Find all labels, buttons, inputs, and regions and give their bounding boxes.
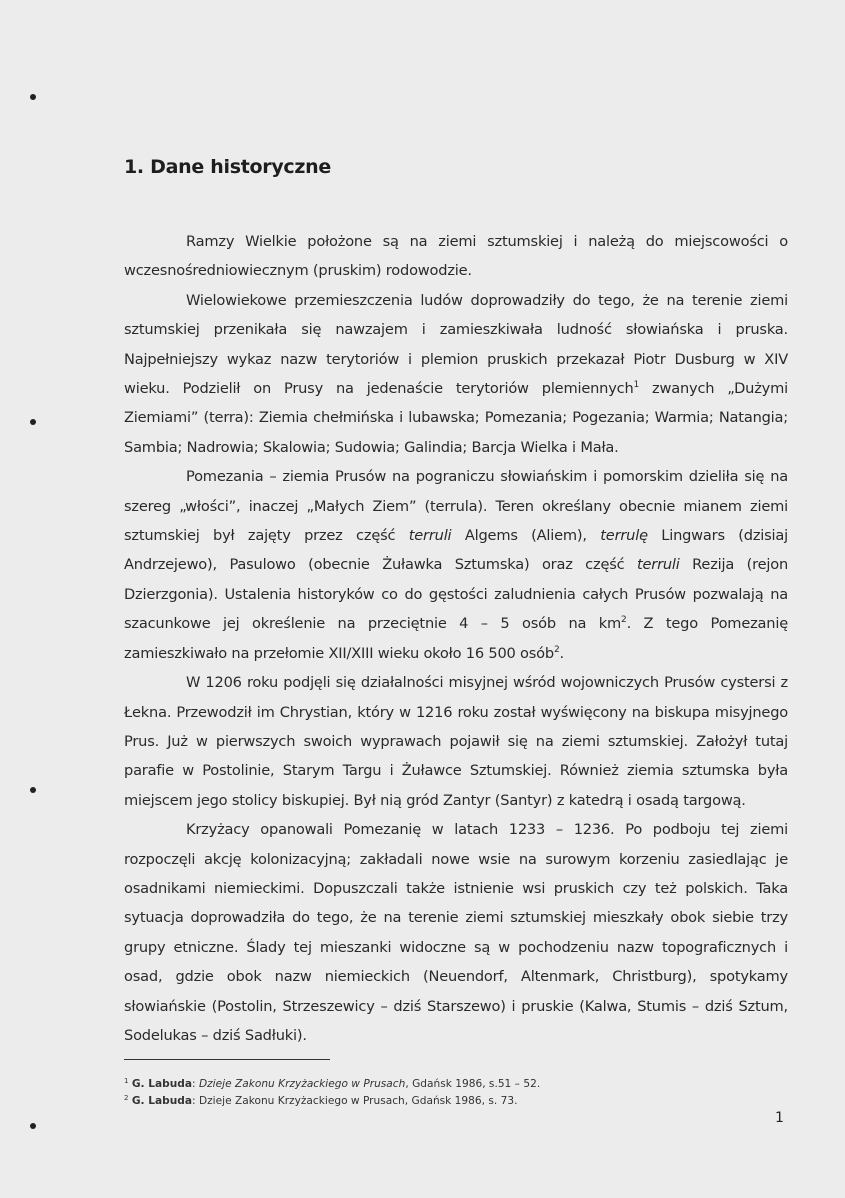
section-heading: 1. Dane historyczne [124,156,331,178]
paragraph: Krzyżacy opanowali Pomezanię w latach 1233 – 1236. Po podboju tej ziemi rozpoczęli akcję kolonizacyjną; zakładali nowe wsie na surowym korzeniu zasiedlając je osadnikami niemieckimi. Dopuszczali także istnienie wsi pruskich czy też polskich. Taka sytuacja doprowadziła do tego, że na terenie ziemi sztumskiej mieszkały obok siebie trzy grupy etniczne. Ślady tej mieszanki widoczne są w pochodzeniu nazw topograficznych i osad, gdzie obok nazw niemieckich (Neuendorf, Altenmark, Christburg), spotykamy słowiańskie (Postolin, Strzeszewicy – dziś Starszewo) i pruskie (Kalwa, Stumis – dziś Sztum, Sodelukas – dziś Sadłuki). [124,821,788,1044]
footnotes [124,1076,540,1110]
punch-hole [30,787,36,793]
punch-hole [30,94,36,100]
paragraph: Wielowiekowe przemieszczenia ludów doprowadziły do tego, że na terenie ziemi sztumskiej przenikała się nawzajem i zamieszkiwała ludność słowiańska i pruska. Najpełniejszy wykaz nazw terytoriów i plemion pruskich przekazał Piotr Dusburg w XIV wieku. Podzielił on Prusy na jedenaście terytoriów plemiennych$^1$ zwanych „Dużymi Ziemiami” (terra): Ziemia chełmińska i lubawska; Pomezania; Pogezania; Warmia; Natangia; Sambia; Nadrowia; Skalowia; Sudowia; Galindia; Barcja Wielka i Mała. [124,291,788,456]
punch-hole [30,1123,36,1129]
punch-hole [30,419,36,425]
footnote-ref[interactable]: 1 [633,380,640,391]
footnote: $^1$ G. Labuda: Dzieje Zakonu Krzyżackiego w Prusach, Gdańsk 1986, s.51 – 52. [124,1077,541,1090]
body-text [124,227,788,1050]
paragraph: Pomezania – ziemia Prusów na pograniczu słowiańskim i pomorskim dzieliła się na szereg „włości”, inaczej „Małych Ziem” (terrula). Teren określany obecnie mianem ziemi sztumskiej był zajęty przez część terruli Algems (Aliem), terrulę Lingwars (dzisiaj Andrzejewo), Pasulowo (obecnie Żuławka Sztumska) oraz część terruli Rezija (rejon Dzierzgonia). Ustalenia historyków co do gęstości zaludnienia całych Prusów pozwalają na szacunkowe jej określenie na przeciętnie 4 – 5 osób na $km^2$. Z tego Pomezanię zamieszkiwało na przełomie XII/XIII wieku około 16 500 osób$^2$. [124,468,789,662]
footnote-divider [124,1059,330,1060]
paragraph: W 1206 roku podjęli się działalności misyjnej wśród wojowniczych Prusów cystersi z Łekna. Przewodził im Chrystian, który w 1216 roku został wyświęcony na biskupa misyjnego Prus. Już w pierwszych swoich wyprawach pojawił się na ziemi sztumskiej. Założył tutaj parafie w Postolinie, Starym Targu i Żuławce Sztumskiej. Również ziemia sztumska była miejscem jego stolicy biskupiej. Był nią gród Zantyr (Santyr) z katedrą i osadą targową. [124,674,788,809]
paragraph: Ramzy Wielkie położone są na ziemi sztumskiej i należą do miejscowości o wczesnośredniowiecznym (pruskim) rodowodzie. [124,233,788,280]
footnote: $^2$ G. Labuda: Dzieje Zakonu Krzyżackiego w Prusach, Gdańsk 1986, s. 73. [124,1094,518,1107]
footnote-ref[interactable]: 2 [553,644,560,655]
page-number: 1 [775,1110,784,1126]
